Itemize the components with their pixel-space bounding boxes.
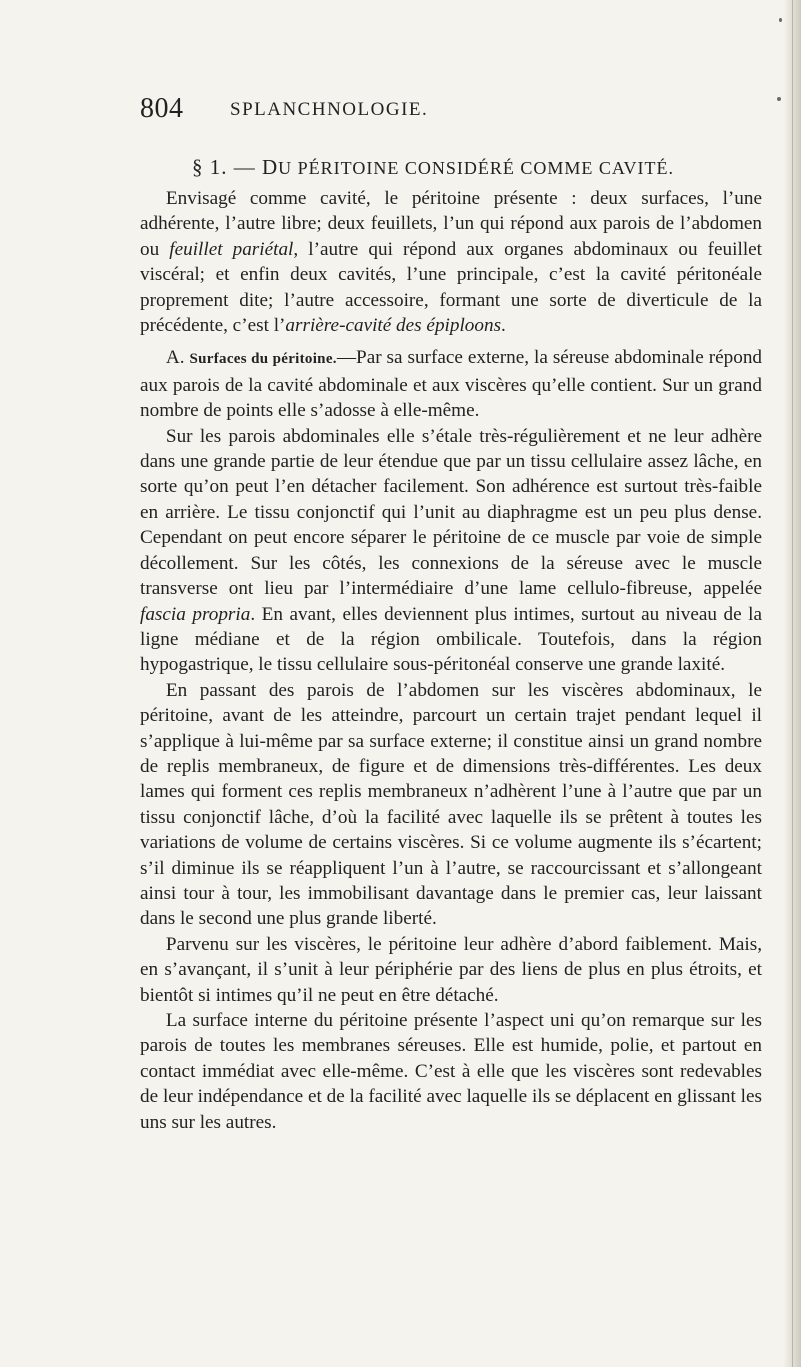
- paragraph: [140, 932, 762, 1008]
- text-run: En passant des parois de l’abdomen sur les viscères abdominaux, le péritoine, avant de les atteindre, parcourt un certain trajet pendant lequel il s’applique à lui-même par sa surface externe; il constitue ainsi un grand nombre de replis membraneux, de figure et de dimensions très-différentes. Les deux lames qui forment ces replis membraneux n’adhèrent l’une à l’autre que par un tissu conjonctif lâche, d’où la facilité avec laquelle ils se prêtent à toutes les variations de volume de certains viscères. Si ce volume augmente ils s’écartent; s’il diminue ils se réappliquent l’un à l’autre, se raccourcissant et s’allongeant ainsi tour à tour, les immobilisant davantage dans le premier cas, leur laissant dans le second une plus grande liberté.: [140, 679, 762, 930]
- section-title-rest: U PÉRITOINE CONSIDÉRÉ COMME CAVITÉ.: [278, 158, 675, 178]
- paragraph: [140, 345, 762, 423]
- italic-term: arrière-cavité des épiploons: [285, 315, 502, 337]
- text-run: , l’autre qui répond aux organes abdominaux ou feuillet viscéral; et enfin deux cavités, l’une principale, c’est la cavité péritonéale proprement dite; l’autre accessoire, formant une sorte de diverticule de la précédente, c’est l’: [140, 238, 762, 337]
- italic-term: fascia propria: [140, 603, 251, 625]
- running-title: SPLANCHNOLOGIE.: [230, 99, 429, 120]
- text-run: . En avant, elles deviennent plus intimes, surtout au niveau de la ligne médiane et de la région ombilicale. Toutefois, dans la région hypogastrique, le tissu cellulaire sous-péritonéal conserve une grande laxité.: [140, 603, 763, 676]
- inline-heading: Surfaces du péritoine.: [189, 351, 337, 368]
- text-run: .: [501, 315, 506, 337]
- page-number: 804: [140, 93, 184, 124]
- running-header: [140, 93, 740, 133]
- section-title: [192, 155, 674, 180]
- text-run: La surface interne du péritoine présente l’aspect uni qu’on remarque sur les parois de toutes les membranes séreuses. Elle est humide, polie, et partout en contact immédiat avec elle-même. C’est à elle que les viscères sont redevables de leur indépendance et de la facilité avec laquelle ils se déplacent en glissant les uns sur les autres.: [140, 1010, 762, 1133]
- print-speck: [777, 97, 781, 101]
- text-run: Sur les parois abdominales elle s’étale très-régulièrement et ne leur adhère dans une grande partie de leur étendue que par un tissu cellulaire assez lâche, en sorte qu’on peut l’en détacher facilement. Son adhérence est surtout très-faible en arrière. Le tissu conjonctif qui l’unit au diaphragme est un peu plus dense. Cependant on peut encore séparer le péritoine de ce muscle par voie de simple décollement. Sur les côtés, les connexions de la séreuse avec le muscle transverse ont lieu par l’intermédiaire d’une lame cellulo-fibreuse, appelée: [140, 425, 762, 600]
- section-title-prefix: § 1. — D: [192, 155, 279, 179]
- text-run: A.: [165, 347, 190, 369]
- paragraph: [140, 678, 762, 932]
- paragraph: [140, 424, 762, 678]
- paragraph: [140, 186, 762, 338]
- text-run: Envisagé comme cavité, le péritoine présente : deux surfaces, l’une adhérente, l’autre libre; deux feuillets, l’un qui répond aux parois de l’abdomen ou: [140, 188, 762, 260]
- text-run: —Par sa surface externe, la séreuse abdominale répond aux parois de la cavité abdominale et aux viscères qu’elle contient. Sur un grand nombre de points elle s’adosse à elle-même.: [140, 347, 763, 422]
- page-edge-line: [792, 0, 793, 1367]
- italic-term: feuillet pariétal: [169, 238, 294, 260]
- body-text: [140, 186, 762, 1135]
- print-speck: [779, 18, 782, 22]
- paragraph: [140, 1008, 762, 1135]
- text-run: Parvenu sur les viscères, le péritoine leur adhère d’abord faiblement. Mais, en s’avançant, il s’unit à leur périphérie par des liens de plus en plus étroits, et bientôt si intimes qu’il ne peut en être détaché.: [140, 933, 762, 1006]
